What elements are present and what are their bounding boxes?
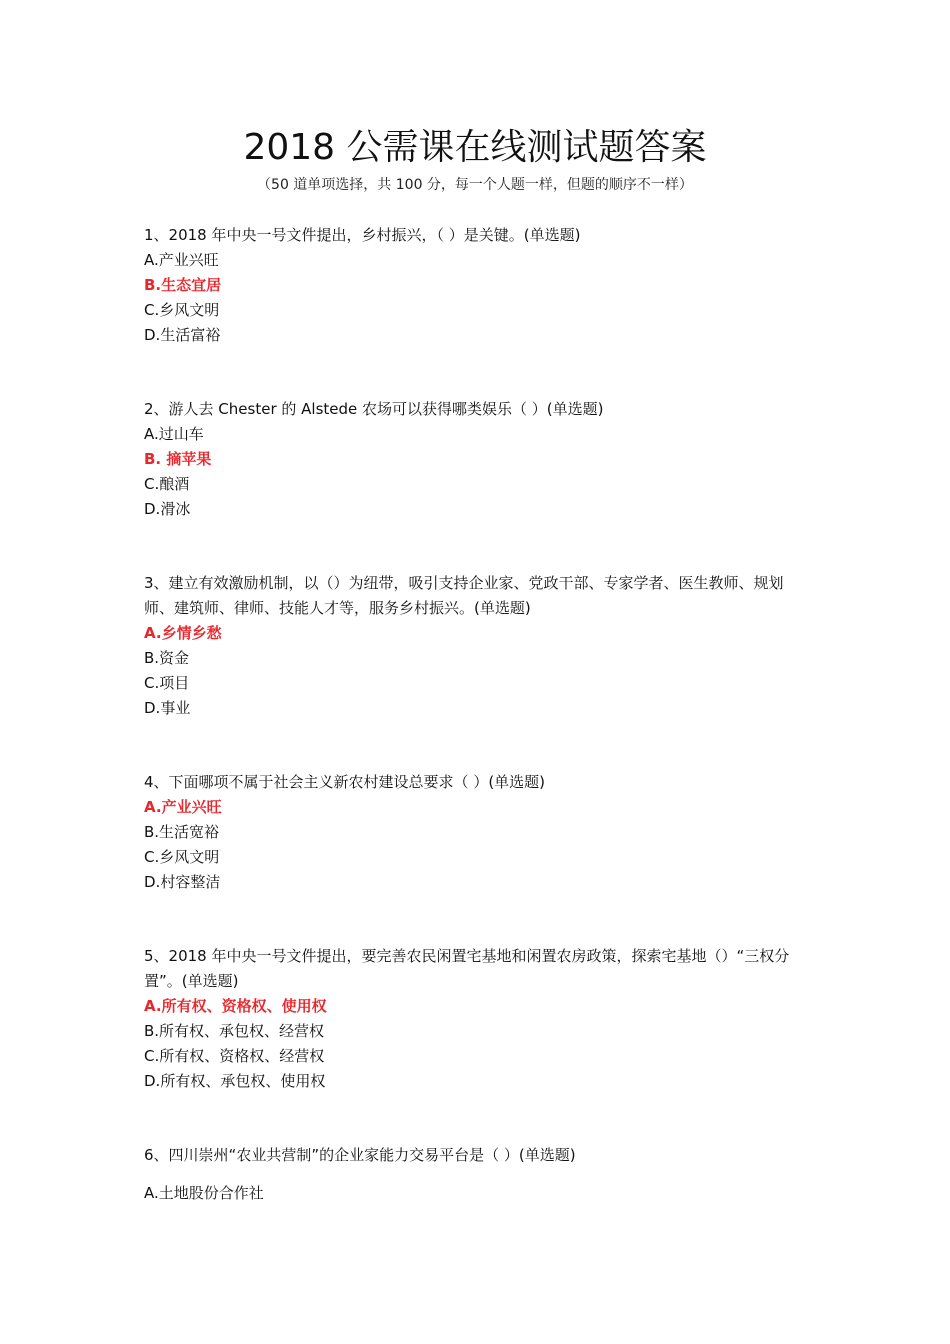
- option-c: C.酿酒: [144, 475, 190, 493]
- question-text: 4、下面哪项不属于社会主义新农村建设总要求（ ）(单选题): [144, 773, 546, 791]
- question-6: [144, 1143, 812, 1206]
- question-2: [144, 397, 812, 522]
- document-subtitle: （50 道单项选择，共 100 分，每一个人题一样，但题的顺序不一样）: [257, 177, 693, 193]
- question-5: [144, 944, 812, 1094]
- option-c: C.项目: [144, 674, 190, 692]
- question-3: [144, 571, 812, 721]
- option-d: D.所有权、承包权、使用权: [144, 1072, 326, 1090]
- option-b: B.生活宽裕: [144, 823, 220, 841]
- option-d: D.滑冰: [144, 500, 191, 518]
- option-b: B.所有权、承包权、经营权: [144, 1022, 325, 1040]
- question-text: 1、2018 年中央一号文件提出，乡村振兴，（ ）是关键。(单选题): [144, 226, 581, 244]
- option-b: B.资金: [144, 649, 190, 667]
- document-title: 2018 公需课在线测试题答案: [243, 127, 707, 168]
- option-b-correct-answer: B. 摘苹果: [144, 450, 212, 468]
- question-1: [144, 223, 812, 348]
- question-text: 2、游人去 Chester 的 Alstede 农场可以获得哪类娱乐（ ）(单选题): [144, 400, 604, 418]
- option-d: D.村容整洁: [144, 873, 221, 891]
- option-a: A.产业兴旺: [144, 251, 219, 269]
- question-text: 5、2018 年中央一号文件提出，要完善农民闲置宅基地和闲置农房政策，探索宅基地（）“三权分置”。(单选题): [144, 947, 790, 990]
- option-a: A.土地股份合作社: [144, 1184, 264, 1202]
- question-text: 6、四川崇州“农业共营制”的企业家能力交易平台是（ ）(单选题): [144, 1146, 576, 1164]
- question-text: 3、建立有效激励机制，以（）为纽带，吸引支持企业家、党政干部、专家学者、医生教师、规划师、建筑师、律师、技能人才等，服务乡村振兴。(单选题): [144, 574, 784, 617]
- option-c: C.乡风文明: [144, 848, 220, 866]
- option-d: D.生活富裕: [144, 326, 221, 344]
- option-d: D.事业: [144, 699, 191, 717]
- question-4: [144, 770, 812, 895]
- spacer: [144, 1168, 812, 1181]
- option-c: C.所有权、资格权、经营权: [144, 1047, 325, 1065]
- option-a: A.过山车: [144, 425, 204, 443]
- option-a-correct-answer: A.产业兴旺: [144, 798, 222, 816]
- option-a-correct-answer: A.所有权、资格权、使用权: [144, 997, 327, 1015]
- option-c: C.乡风文明: [144, 301, 220, 319]
- option-b-correct-answer: B.生态宜居: [144, 276, 222, 294]
- option-a-correct-answer: A.乡情乡愁: [144, 624, 222, 642]
